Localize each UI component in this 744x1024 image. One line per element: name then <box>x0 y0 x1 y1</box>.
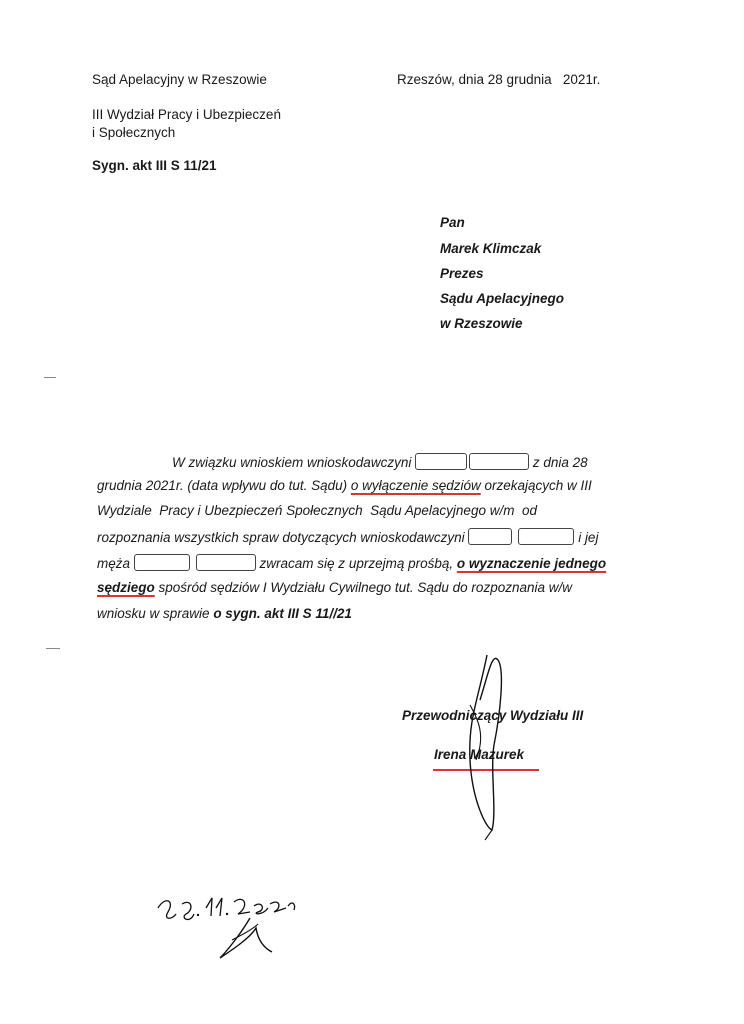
body-text: rozpoznania wszystkich spraw dotyczących wnioskodawczyni <box>97 530 465 545</box>
case-reference: o sygn. akt III S 11//21 <box>213 606 352 621</box>
highlighted-phrase: o wyłączenie sędziów <box>350 478 481 493</box>
body-text: i jej <box>578 530 599 545</box>
highlighted-phrase: o wyznaczenie jednego <box>456 556 607 571</box>
body-text: spośród sędziów I Wydziału Cywilnego tut. Sądu do rozpoznania w/w <box>158 580 572 595</box>
highlighted-phrase: sędziego <box>97 580 155 595</box>
addressee-line-4: Sądu Apelacyjnego <box>440 291 565 306</box>
place-date: Rzeszów, dnia 28 grudnia 2021r. <box>397 72 601 87</box>
department-line-1: III Wydział Pracy i Ubezpieczeń <box>92 107 281 122</box>
body-text: zwracam się z uprzejmą prośbą, <box>259 556 454 571</box>
body-text: wniosku w sprawie <box>97 606 210 621</box>
body-text: męża <box>97 556 131 571</box>
addressee-line-1: Pan <box>440 215 465 230</box>
case-number: Sygn. akt III S 11/21 <box>92 158 217 173</box>
body-line-3: Wydziale Pracy i Ubezpieczeń Społecznych Sądu Apelacyjnego w/m od <box>97 503 537 518</box>
court-name: Sąd Apelacyjny w Rzeszowie <box>92 72 267 87</box>
signatory-title: Przewodniczący Wydziału III <box>402 708 584 723</box>
signatory-name: Irena Mazurek <box>434 747 525 762</box>
department-line-2: i Społecznych <box>92 125 176 140</box>
addressee-line-2: Marek Klimczak <box>440 241 542 256</box>
body-text: z dnia 28 <box>532 455 588 470</box>
body-text: orzekających w III <box>484 478 592 493</box>
scan-mark <box>44 377 56 378</box>
scan-mark <box>46 648 60 649</box>
body-text: grudnia 2021r. (data wpływu do tut. Sądu) <box>97 478 348 493</box>
addressee-line-3: Prezes <box>440 266 484 281</box>
addressee-line-5: w Rzeszowie <box>440 316 523 331</box>
body-text: W związku wnioskiem wnioskodawczyni <box>172 455 412 470</box>
